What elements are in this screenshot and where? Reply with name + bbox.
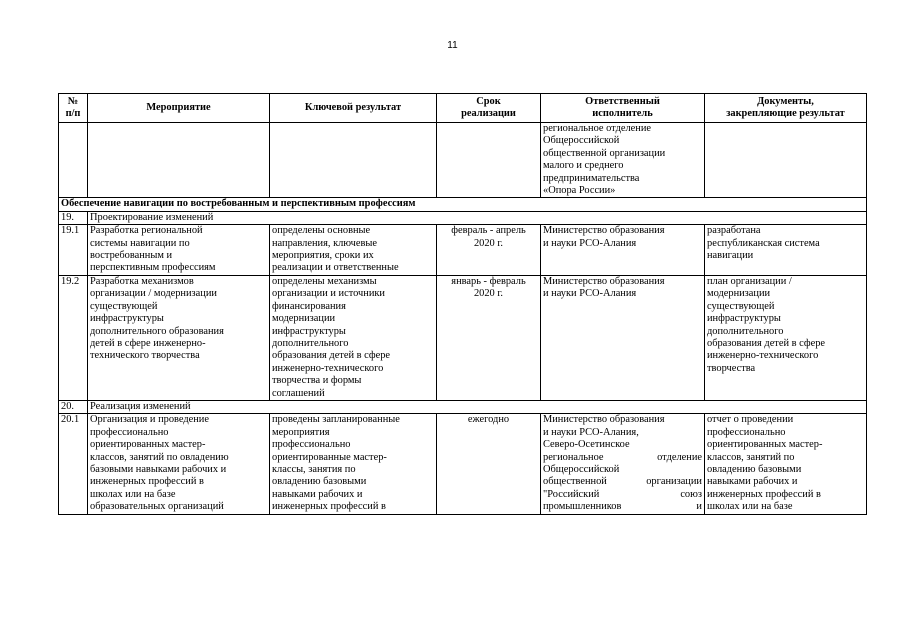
header-docs: Документы, закрепляющие результат	[705, 94, 867, 123]
page-number: 11	[447, 40, 458, 51]
cell-executor: региональное отделение Общероссийской общественной организации малого и среднего предпринимательства «Опора России»	[541, 123, 705, 198]
cell-term: февраль - апрель 2020 г.	[437, 225, 541, 276]
cell-docs	[705, 123, 867, 198]
cell-executor: Министерство образования и науки РСО-Алания	[541, 225, 705, 276]
table-row-continuation	[59, 123, 867, 198]
cell-num: 20.1	[59, 414, 88, 514]
cell-num: 19.1	[59, 225, 88, 276]
cell-executor: Министерство образования и науки РСО-Алания	[541, 275, 705, 400]
cell-result: определены основные направления, ключевые мероприятия, сроки их реализации и ответственные	[270, 225, 437, 276]
cell-docs: план организации / модернизации существующей инфраструктуры дополнительного образования детей в сфере инженерно-технического творчества	[705, 275, 867, 400]
plan-table	[58, 93, 867, 515]
header-term: Срок реализации	[437, 94, 541, 123]
stage-row-20	[59, 400, 867, 413]
stage-num: 19.	[59, 211, 88, 224]
executor-line: промышленников и	[543, 501, 702, 513]
stage-title: Проектирование изменений	[88, 211, 867, 224]
executor-line: и науки РСО-Алания,	[543, 426, 639, 438]
executor-line: Общероссийской	[543, 463, 620, 475]
executor-line: Северо-Осетинское	[543, 439, 630, 451]
cell-result	[270, 123, 437, 198]
stage-num: 20.	[59, 400, 88, 413]
cell-term: январь - февраль 2020 г.	[437, 275, 541, 400]
table-row-20-1	[59, 414, 867, 514]
section-title: Обеспечение навигации по востребованным и перспективным профессиям	[59, 198, 867, 211]
header-executor: Ответственный исполнитель	[541, 94, 705, 123]
cell-event	[88, 123, 270, 198]
executor-line: "Российский союз	[543, 488, 702, 500]
cell-result: определены механизмы организации и источники финансирования модернизации инфраструктуры дополнительного образования детей в сфере инженерно-технического творчества и формы соглашений	[270, 275, 437, 400]
cell-term: ежегодно	[437, 414, 541, 514]
executor-line: региональное отделение	[543, 451, 702, 463]
table-row-19-1	[59, 225, 867, 276]
cell-executor	[541, 414, 705, 514]
header-event: Мероприятие	[88, 94, 270, 123]
cell-event: Организация и проведение профессионально ориентированных мастер- классов, занятий по овладению базовыми навыками рабочих и инженерных профессий в школах или на базе образовательных организаций	[88, 414, 270, 514]
header-num: № п/п	[59, 94, 88, 123]
executor-line: Министерство образования	[543, 414, 665, 426]
stage-row-19	[59, 211, 867, 224]
cell-event: Разработка региональной системы навигации по востребованным и перспективным профессиям	[88, 225, 270, 276]
cell-docs: разработана республиканская система навигации	[705, 225, 867, 276]
cell-result: проведены запланированные мероприятия профессионально ориентированные мастер- классы, занятия по овладению базовыми навыками рабочих и инженерных профессий в	[270, 414, 437, 514]
executor-line: общественной организации	[543, 476, 702, 488]
cell-event: Разработка механизмов организации / модернизации существующей инфраструктуры дополнительного образования детей в сфере инженерно- технического творчества	[88, 275, 270, 400]
cell-num: 19.2	[59, 275, 88, 400]
table-row-19-2	[59, 275, 867, 400]
cell-docs: отчет о проведении профессионально ориентированных мастер- классов, занятий по овладению базовыми навыками рабочих и инженерных профессий в школах или на базе	[705, 414, 867, 514]
table-header-row	[59, 94, 867, 123]
cell-term	[437, 123, 541, 198]
stage-title: Реализация изменений	[88, 400, 867, 413]
header-result: Ключевой результат	[270, 94, 437, 123]
cell-num	[59, 123, 88, 198]
section-row	[59, 198, 867, 211]
